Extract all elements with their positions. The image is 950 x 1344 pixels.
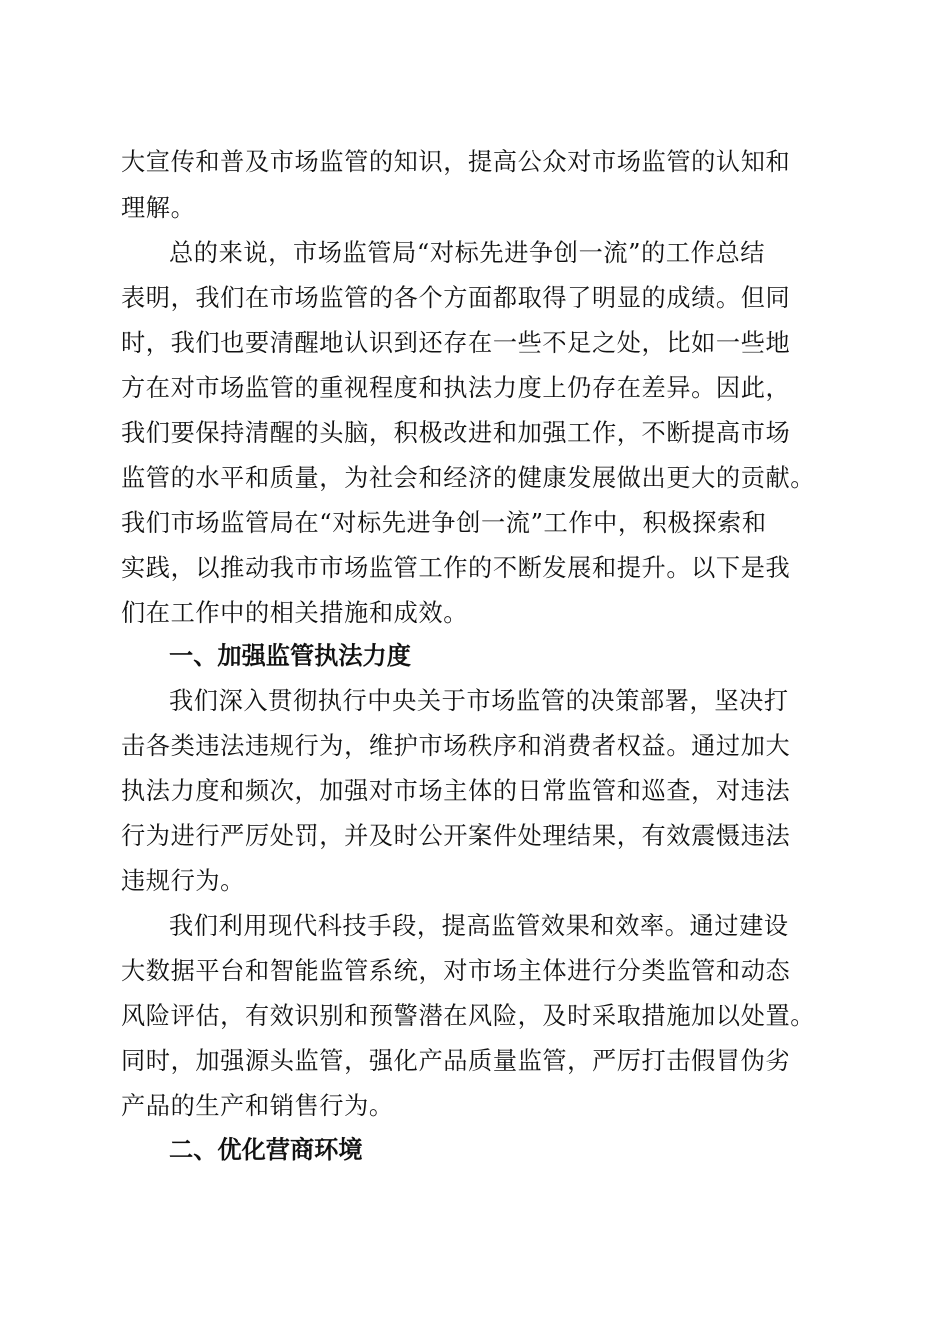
text-line: 表明，我们在市场监管的各个方面都取得了明显的成绩。但同 xyxy=(121,284,791,312)
text-line: 我们市场监管局在“对标先进争创一流”工作中，积极探索和 xyxy=(121,509,767,537)
text-line: 总的来说，市场监管局“对标先进争创一流”的工作总结 xyxy=(169,239,766,267)
text-line: 监管的水平和质量，为社会和经济的健康发展做出更大的贡献。 xyxy=(121,464,816,492)
text-line: 大宣传和普及市场监管的知识，提高公众对市场监管的认知和 xyxy=(121,148,791,176)
text-line: 理解。 xyxy=(121,194,196,222)
text-line: 违规行为。 xyxy=(121,867,245,895)
text-line: 大数据平台和智能监管系统，对市场主体进行分类监管和动态 xyxy=(121,957,791,985)
text-line: 执法力度和频次，加强对市场主体的日常监管和巡查，对违法 xyxy=(121,777,791,805)
text-line: 方在对市场监管的重视程度和执法力度上仍存在差异。因此， xyxy=(121,374,791,402)
text-line: 时，我们也要清醒地认识到还存在一些不足之处，比如一些地 xyxy=(121,329,791,357)
section-heading-1: 一、加强监管执法力度 xyxy=(169,642,411,670)
text-line: 我们要保持清醒的头脑，积极改进和加强工作，不断提高市场 xyxy=(121,419,791,447)
text-line: 我们深入贯彻执行中央关于市场监管的决策部署，坚决打 xyxy=(169,687,789,715)
text-line: 行为进行严厉处罚，并及时公开案件处理结果，有效震慑违法 xyxy=(121,822,791,850)
text-line: 同时，加强源头监管，强化产品质量监管，严厉打击假冒伪劣 xyxy=(121,1047,791,1075)
text-line: 产品的生产和销售行为。 xyxy=(121,1092,394,1120)
text-line: 们在工作中的相关措施和成效。 xyxy=(121,599,469,627)
text-line: 我们利用现代科技手段，提高监管效果和效率。通过建设 xyxy=(169,912,789,940)
section-heading-2: 二、优化营商环境 xyxy=(169,1136,363,1164)
text-line: 实践，以推动我市市场监管工作的不断发展和提升。以下是我 xyxy=(121,554,791,582)
text-line: 风险评估，有效识别和预警潜在风险，及时采取措施加以处置。 xyxy=(121,1002,816,1030)
text-line: 击各类违法违规行为，维护市场秩序和消费者权益。通过加大 xyxy=(121,732,791,760)
